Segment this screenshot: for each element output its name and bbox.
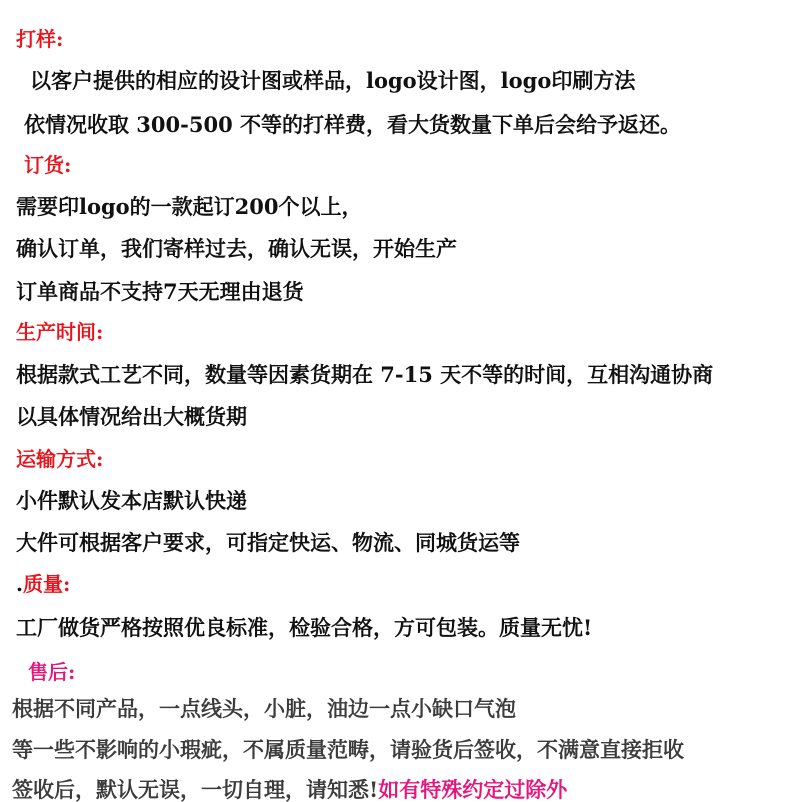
production-time-line-2: 以具体情况给出大概货期 (16, 404, 247, 429)
ordering-line-3: 订单商品不支持7天无理由退货 (16, 279, 304, 304)
quality-heading-prefix: . (16, 572, 23, 596)
after-sales-line-2: 等一些不影响的小瑕疵，不属质量范畴，请验货后签收，不满意直接拒收 (12, 737, 684, 762)
production-time-heading: 生产时间: (16, 320, 104, 344)
special-agreement-note: 如有特殊约定过除外 (378, 777, 568, 802)
production-time-line-1: 根据款式工艺不同，数量等因素货期在 7-15 天不等的时间，互相沟通协商 (16, 362, 714, 387)
after-sales-line-1: 根据不同产品，一点线头，小脏，油边一点小缺口气泡 (12, 696, 516, 721)
after-sales-line-3-text: 签收后，默认无误，一切自理，请知悉! (12, 777, 379, 802)
sampling-line-2: 依情况收取 300-500 不等的打样费，看大货数量下单后会给予返还。 (24, 112, 682, 137)
sampling-heading: 打样: (16, 27, 64, 51)
quality-heading-text: 质量: (22, 572, 71, 596)
quality-line-1: 工厂做货严格按照优良标准，检验合格，方可包装。质量无忧! (16, 615, 593, 640)
shipping-line-2: 大件可根据客户要求，可指定快运、物流、同城货运等 (16, 530, 520, 555)
shipping-heading: 运输方式: (16, 447, 104, 471)
after-sales-line-3 (12, 779, 567, 800)
ordering-line-1: 需要印logo的一款起订200个以上， (16, 194, 363, 219)
shipping-line-1: 小件默认发本店默认快递 (16, 488, 247, 513)
sampling-line-1: 以客户提供的相应的设计图或样品，logo设计图，logo印刷方法 (30, 68, 636, 93)
ordering-line-2: 确认订单，我们寄样过去，确认无误，开始生产 (16, 236, 457, 261)
quality-heading (16, 574, 70, 594)
ordering-heading: 订货: (24, 153, 72, 177)
after-sales-heading: 售后: (28, 660, 76, 684)
